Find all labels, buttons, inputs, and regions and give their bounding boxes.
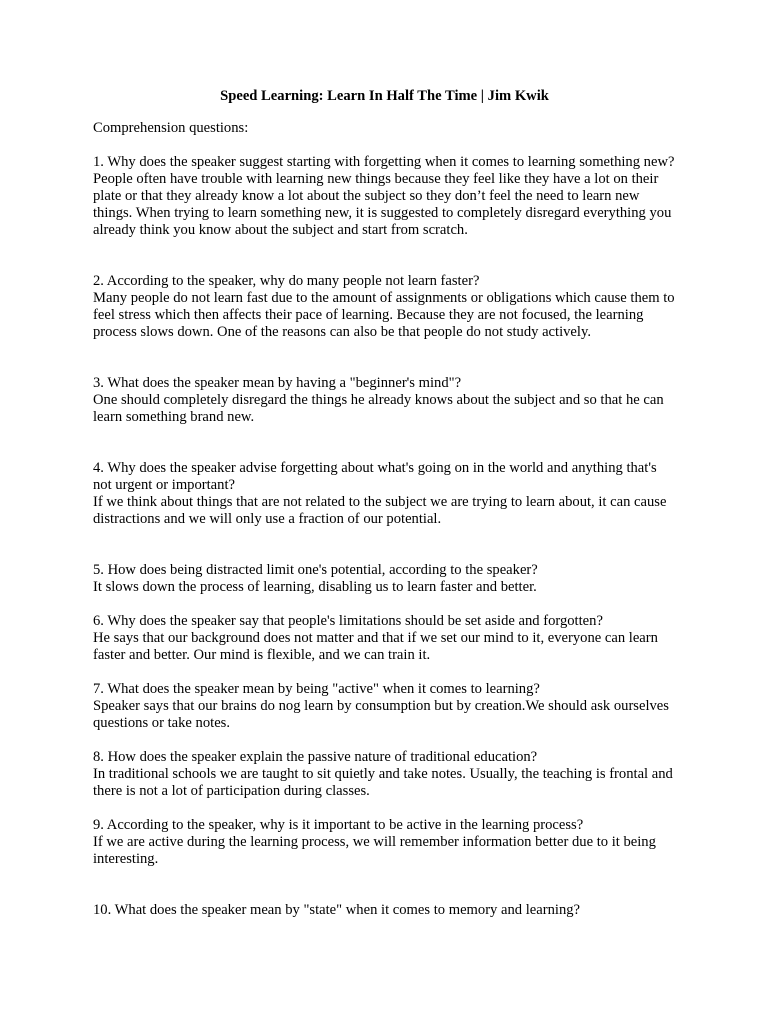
answer-text: One should completely disregard the things he already knows about the subject and so that he can learn something brand new. [93,392,664,425]
question-text: 5. How does being distracted limit one's potential, according to the speaker? [93,562,538,578]
question-text: 2. According to the speaker, why do many people not learn faster? [93,273,480,289]
question-text: 1. Why does the speaker suggest starting with forgetting when it comes to learning something new? [93,154,675,170]
answer-text: In traditional schools we are taught to sit quietly and take notes. Usually, the teaching is frontal and there is not a lot of participation during classes. [93,766,673,799]
qa-item-5 [93,562,676,596]
question-text: 8. How does the speaker explain the passive nature of traditional education? [93,749,538,765]
question-text: 10. What does the speaker mean by "state" when it comes to memory and learning? [93,902,581,918]
question-text: 9. According to the speaker, why is it important to be active in the learning process? [93,817,584,833]
qa-item-6 [93,613,676,664]
document-title: Speed Learning: Learn In Half The Time | Jim Kwik [220,88,549,104]
answer-text: If we are active during the learning process, we will remember information better due to it being interesting. [93,834,656,867]
question-text: 3. What does the speaker mean by having a "beginner's mind"? [93,375,462,391]
answer-text: Speaker says that our brains do nog learn by consumption but by creation.We should ask ourselves questions or take notes. [93,698,669,731]
question-text: 6. Why does the speaker say that people's limitations should be set aside and forgotten? [93,613,603,629]
qa-item-9 [93,817,676,868]
qa-item-7 [93,681,676,732]
answer-text: If we think about things that are not related to the subject we are trying to learn about, it can cause distractions and we will only use a fraction of our potential. [93,494,667,527]
qa-item-1 [93,154,676,239]
answer-text: Many people do not learn fast due to the amount of assignments or obligations which cause them to feel stress which then affects their pace of learning. Because they are not focused, the learning process slows down. One of the reasons can also be that people do not study actively. [93,290,675,340]
qa-item-10 [93,902,676,919]
answer-text: It slows down the process of learning, disabling us to learn faster and better. [93,579,537,595]
intro-text: Comprehension questions: [93,120,249,136]
question-text: 4. Why does the speaker advise forgetting about what's going on in the world and anything that's not urgent or important? [93,460,657,493]
qa-item-8 [93,749,676,800]
question-text: 7. What does the speaker mean by being "active" when it comes to learning? [93,681,540,697]
qa-item-3 [93,375,676,426]
answer-text: People often have trouble with learning new things because they feel like they have a lot on their plate or that they already know a lot about the subject so they don’t feel the need to learn new things. When trying to learn something new, it is suggested to completely disregard everything you already think you know about the subject and start from scratch. [93,171,672,238]
answer-text: He says that our background does not matter and that if we set our mind to it, everyone can learn faster and better. Our mind is flexible, and we can train it. [93,630,658,663]
qa-item-4 [93,460,676,528]
qa-item-2 [93,273,676,341]
